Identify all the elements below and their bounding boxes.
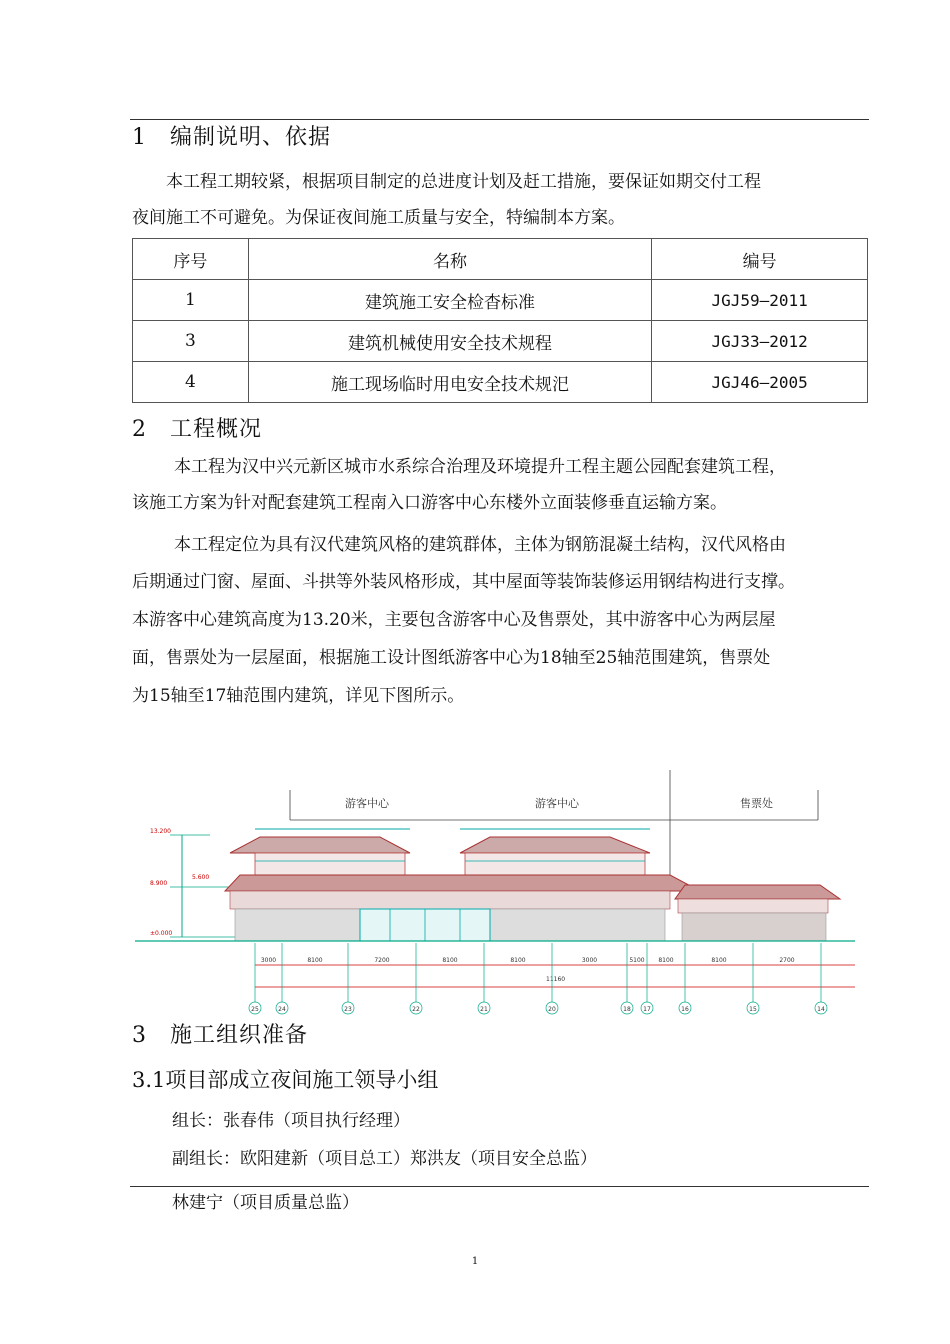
dimension-label: 2700 xyxy=(779,957,795,964)
zone-label-ticket: 售票处 xyxy=(740,797,773,810)
axis-markers xyxy=(249,943,827,1014)
dimension-label: 8100 xyxy=(711,957,727,964)
section-1-line-2: 夜间施工不可避免。为保证夜间施工质量与安全，特编制本方案。 xyxy=(132,208,625,228)
dimension-label: 7200 xyxy=(374,957,390,964)
axis-label: 17 xyxy=(643,1006,651,1013)
cell-code: JGJ59—2011 xyxy=(652,280,868,321)
axis-label: 25 xyxy=(251,1006,259,1013)
section-2-line-5: 本游客中心建筑高度为13.20米，主要包含游客中心及售票处，其中游客中心为两层屋 xyxy=(132,610,776,630)
elevation-label: ±0.000 xyxy=(150,930,173,937)
axis-label: 24 xyxy=(278,1006,286,1013)
section-2-line-3: 本工程定位为具有汉代建筑风格的建筑群体，主体为钢筋混凝土结构，汉代风格由 xyxy=(174,535,786,555)
section-3-title: 施工组织准备 xyxy=(170,1023,309,1048)
building-visitor-center xyxy=(225,829,700,941)
section-2-heading xyxy=(132,412,262,443)
section-3-1-heading: 3.1项目部成立夜间施工领导小组 xyxy=(132,1068,439,1092)
zone-label-visitor-1: 游客中心 xyxy=(345,797,389,810)
axis-label: 18 xyxy=(623,1006,631,1013)
quality-director-line: 林建宁（项目质量总监） xyxy=(172,1193,359,1213)
header-name: 名称 xyxy=(248,239,651,280)
cell-code: JGJ33—2012 xyxy=(652,321,868,362)
axis-label: 16 xyxy=(681,1006,689,1013)
cell-name: 建筑机械使用安全技术规程 xyxy=(248,321,651,362)
section-3-number: 3 xyxy=(132,1023,147,1048)
section-2-line-4: 后期通过门窗、屋面、斗拱等外装风格形成，其中屋面等装饰装修运用钢结构进行支撑。 xyxy=(132,572,795,592)
page-number: 1 xyxy=(471,1256,479,1267)
section-2-line-1: 本工程为汉中兴元新区城市水系综合治理及环境提升工程主题公园配套建筑工程， xyxy=(174,457,786,477)
section-1-line-1: 本工程工期较紧，根据项目制定的总进度计划及赶工措施，要保证如期交付工程 xyxy=(166,172,761,192)
dimension-label: 8100 xyxy=(307,957,323,964)
elevation-markers xyxy=(150,828,209,937)
section-2-line-7: 为15轴至17轴范围内建筑，详见下图所示。 xyxy=(132,686,465,706)
table-row xyxy=(133,362,868,403)
dimension-labels xyxy=(261,957,795,964)
section-2-line-6: 面，售票处为一层屋面，根据施工设计图纸游客中心为18轴至25轴范围建筑，售票处 xyxy=(132,648,771,668)
elevation-label: 8.900 xyxy=(150,880,168,887)
section-3-heading xyxy=(132,1018,308,1049)
leader-line: 组长：张春伟（项目执行经理） xyxy=(172,1111,410,1131)
cell-index: 1 xyxy=(133,280,249,321)
total-dimension-label: 11160 xyxy=(546,976,566,983)
section-1-heading xyxy=(132,120,331,151)
dimension-label: 3000 xyxy=(581,957,598,964)
dimension-label: 3000 xyxy=(260,957,277,964)
cell-name: 施工现场临时用电安全技术规汜 xyxy=(248,362,651,403)
building-elevation-drawing xyxy=(130,765,860,1015)
header-index: 序号 xyxy=(133,239,249,280)
section-2-number: 2 xyxy=(132,417,147,442)
axis-label: 20 xyxy=(548,1006,556,1013)
axis-label: 23 xyxy=(344,1006,352,1013)
elevation-label: 5.600 xyxy=(192,874,210,881)
dimension-label: 8100 xyxy=(658,957,674,964)
bottom-rule xyxy=(130,1186,869,1187)
cell-code: JGJ46—2005 xyxy=(652,362,868,403)
elevation-label: 13.200 xyxy=(150,828,171,835)
table-header-row xyxy=(133,239,868,280)
dimension-label: 5100 xyxy=(629,957,645,964)
dimension-label: 8100 xyxy=(510,957,526,964)
header-code: 编号 xyxy=(652,239,868,280)
building-ticket-office xyxy=(675,885,840,941)
section-2-line-2: 该施工方案为针对配套建筑工程南入口游客中心东楼外立面装修垂直运输方案。 xyxy=(132,493,727,513)
table-row xyxy=(133,321,868,362)
dimension-label: 8100 xyxy=(442,957,458,964)
reference-standards-table xyxy=(132,238,868,403)
section-1-title: 编制说明、依据 xyxy=(170,125,332,150)
section-2-title: 工程概况 xyxy=(170,417,263,442)
cell-index: 3 xyxy=(133,321,249,362)
deputy-leader-line: 副组长：欧阳建新（项目总工）郑洪友（项目安全总监） xyxy=(172,1149,597,1169)
cell-index: 4 xyxy=(133,362,249,403)
axis-label: 21 xyxy=(480,1006,488,1013)
section-1-number: 1 xyxy=(132,125,147,150)
axis-label: 14 xyxy=(817,1006,825,1013)
cell-name: 建筑施工安全检杳标准 xyxy=(248,280,651,321)
axis-label: 15 xyxy=(749,1006,757,1013)
axis-label: 22 xyxy=(412,1006,420,1013)
table-row xyxy=(133,280,868,321)
zone-label-visitor-2: 游客中心 xyxy=(535,797,579,810)
